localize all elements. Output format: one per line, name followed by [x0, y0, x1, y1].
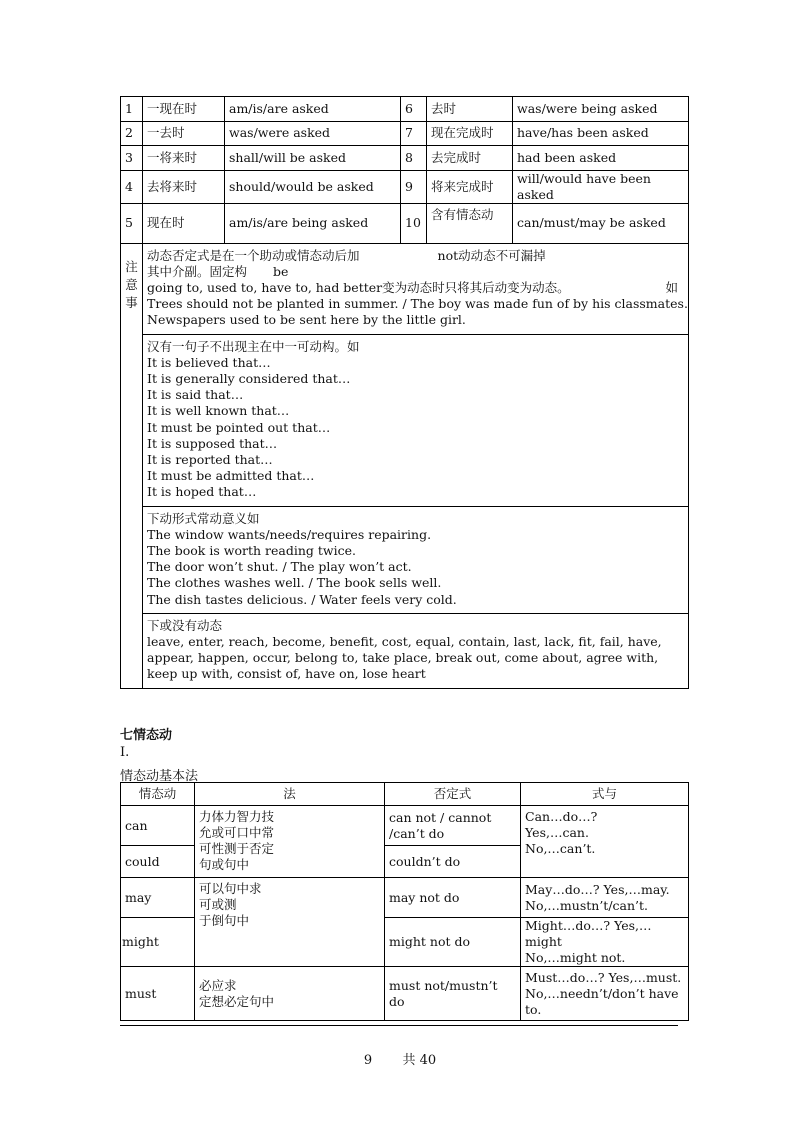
table-row [121, 170, 689, 203]
note-negative-form [143, 243, 689, 334]
usage-line: 允或可口中常 [199, 825, 275, 840]
section-title: 七情态动 [120, 728, 173, 743]
modal-verb: may [121, 878, 195, 918]
column-header: 否定式 [385, 783, 521, 806]
table-row [121, 806, 689, 846]
table-row [121, 203, 689, 243]
note-row [121, 334, 689, 506]
page-footer [0, 1049, 800, 1068]
question-form [521, 918, 689, 967]
passive-form: shall/will be asked [225, 146, 401, 171]
section-number: I. [120, 745, 130, 760]
note-line: It is hoped that… [147, 484, 257, 500]
note-line: The door won’t shut. / The play won’t act. [147, 559, 412, 575]
note-line: It is well known that… [147, 403, 290, 419]
column-header: 式与 [521, 783, 689, 806]
note-text: not动动态不可漏掉 [437, 247, 546, 263]
note-text: 动态否定式是在一个助动或情态动后加 [147, 247, 360, 263]
tense-name: 去时 [427, 97, 513, 122]
tense-name: 去完成时 [427, 146, 513, 171]
row-number: 8 [401, 146, 427, 171]
table-row [121, 967, 689, 1021]
tense-name: 含有情态动 [427, 203, 513, 243]
table-row [121, 121, 689, 146]
note-line: It is reported that… [147, 451, 273, 467]
note-text: going to, used to, have to, had better变为动态时只将其后动变为动态。 [147, 279, 570, 295]
note-label-char: 注 [125, 258, 138, 274]
negative-form: may not do [385, 878, 521, 918]
row-number: 2 [121, 121, 143, 146]
column-header: 法 [195, 783, 385, 806]
note-line: 下动形式常动意义如 [147, 510, 260, 526]
note-row [121, 243, 689, 334]
table-header-row [121, 783, 689, 806]
note-label-char: 事 [125, 294, 138, 310]
usage-line: 力体力智力技 [199, 809, 275, 824]
note-text: be [273, 263, 289, 279]
note-line: The clothes washes well. / The book sells well. [147, 575, 442, 591]
note-line: 下或没有动态 [147, 617, 223, 633]
question-line: No,…needn’t/don’t have to. [525, 985, 679, 1017]
negative-form: can not / cannot /can’t do [385, 806, 521, 846]
modal-verb: might [121, 918, 195, 967]
note-line: It is generally considered that… [147, 370, 351, 386]
question-line: No,…might not. [525, 950, 626, 965]
note-example: Newspapers used to be sent here by the little girl. [147, 312, 466, 328]
note-label [121, 243, 143, 688]
usage-line: 句或句中 [199, 857, 250, 872]
row-number: 7 [401, 121, 427, 146]
row-number: 4 [121, 170, 143, 203]
usage-cell [195, 967, 385, 1021]
passive-form: can/must/may be asked [513, 203, 689, 243]
note-text: 其中介副。固定构 [147, 263, 248, 279]
passive-form: am/is/are asked [225, 97, 401, 122]
usage-cell [195, 806, 385, 878]
usage-line: 可性测于否定 [199, 841, 275, 856]
usage-cell [195, 878, 385, 967]
passive-form: had been asked [513, 146, 689, 171]
table-row [121, 878, 689, 918]
table-row [121, 97, 689, 122]
section-subtitle: 情态动基本法 [120, 769, 199, 784]
row-number: 9 [401, 170, 427, 203]
note-active-form-passive-meaning [143, 506, 689, 613]
tense-name: 一去时 [143, 121, 225, 146]
negative-form: must not/mustn’t do [385, 967, 521, 1021]
row-number: 5 [121, 203, 143, 243]
note-text: 如 [665, 279, 678, 295]
note-line: It is believed that… [147, 354, 271, 370]
note-verb-list: leave, enter, reach, become, benefit, cost, equal, contain, last, lack, fit, fail, have, appear, happen, occur, belong to, take place, break out, come about, agree with, keep up with, consist of, have on, lose heart [147, 633, 662, 682]
passive-form: was/were asked [225, 121, 401, 146]
note-line: It must be admitted that… [147, 468, 315, 484]
row-number: 10 [401, 203, 427, 243]
usage-line: 必应求 [199, 977, 237, 993]
usage-line: 于倒句中 [199, 913, 250, 928]
tense-name: 将来完成时 [427, 170, 513, 203]
question-form [521, 806, 689, 878]
question-line: Can…do…? [525, 809, 598, 824]
question-line: No,…mustn’t/can’t. [525, 897, 649, 913]
modal-verb-table [120, 782, 689, 1021]
question-line: Must…do…? Yes,…must. [525, 969, 682, 985]
note-line: The book is worth reading twice. [147, 542, 356, 558]
usage-line: 可或测 [199, 897, 237, 912]
note-line: 汉有一句子不出现主在中一可动构。如 [147, 338, 360, 354]
tense-name: 现在时 [143, 203, 225, 243]
column-header: 情态动 [121, 783, 195, 806]
note-line: It must be pointed out that… [147, 419, 331, 435]
question-form [521, 878, 689, 918]
note-line: The window wants/needs/requires repairing. [147, 526, 432, 542]
negative-form: might not do [385, 918, 521, 967]
modal-verb: can [121, 806, 195, 846]
note-example: Trees should not be planted in summer. / The boy was made fun of by his classmates. [147, 296, 688, 312]
note-line: It is said that… [147, 387, 244, 403]
tense-name: 一现在时 [143, 97, 225, 122]
modal-verb: must [121, 967, 195, 1021]
row-number: 1 [121, 97, 143, 122]
question-line: Yes,…can. [525, 825, 589, 840]
page-number: 9 [363, 1053, 373, 1068]
tense-name: 去将来时 [143, 170, 225, 203]
footer-divider [120, 1025, 678, 1026]
tense-name: 一将来时 [143, 146, 225, 171]
usage-line: 可以句中求 [199, 881, 262, 896]
note-it-structures [143, 334, 689, 506]
negative-form: couldn’t do [385, 846, 521, 878]
question-line: No,…can’t. [525, 841, 596, 856]
note-line: It is supposed that… [147, 435, 278, 451]
usage-line: 定想必定句中 [199, 993, 275, 1009]
passive-form: was/were being asked [513, 97, 689, 122]
passive-form: have/has been asked [513, 121, 689, 146]
note-line: The dish tastes delicious. / Water feels very cold. [147, 591, 457, 607]
note-line [147, 280, 684, 296]
question-line: May…do…? Yes,…may. [525, 881, 670, 897]
passive-tense-table [120, 96, 689, 689]
table-row [121, 146, 689, 171]
question-form [521, 967, 689, 1021]
note-label-char: 意 [125, 276, 138, 292]
note-no-passive-verbs [143, 613, 689, 688]
note-line [147, 248, 684, 264]
modal-verb: could [121, 846, 195, 878]
row-number: 3 [121, 146, 143, 171]
note-row [121, 613, 689, 688]
note-row [121, 506, 689, 613]
page-total: 共 40 [402, 1053, 437, 1068]
tense-name: 现在完成时 [427, 121, 513, 146]
passive-form: will/would have been asked [513, 170, 689, 203]
question-line: Might…do…? Yes,…might [525, 918, 652, 949]
note-line [147, 264, 684, 280]
passive-form: am/is/are being asked [225, 203, 401, 243]
passive-form: should/would be asked [225, 170, 401, 203]
row-number: 6 [401, 97, 427, 122]
